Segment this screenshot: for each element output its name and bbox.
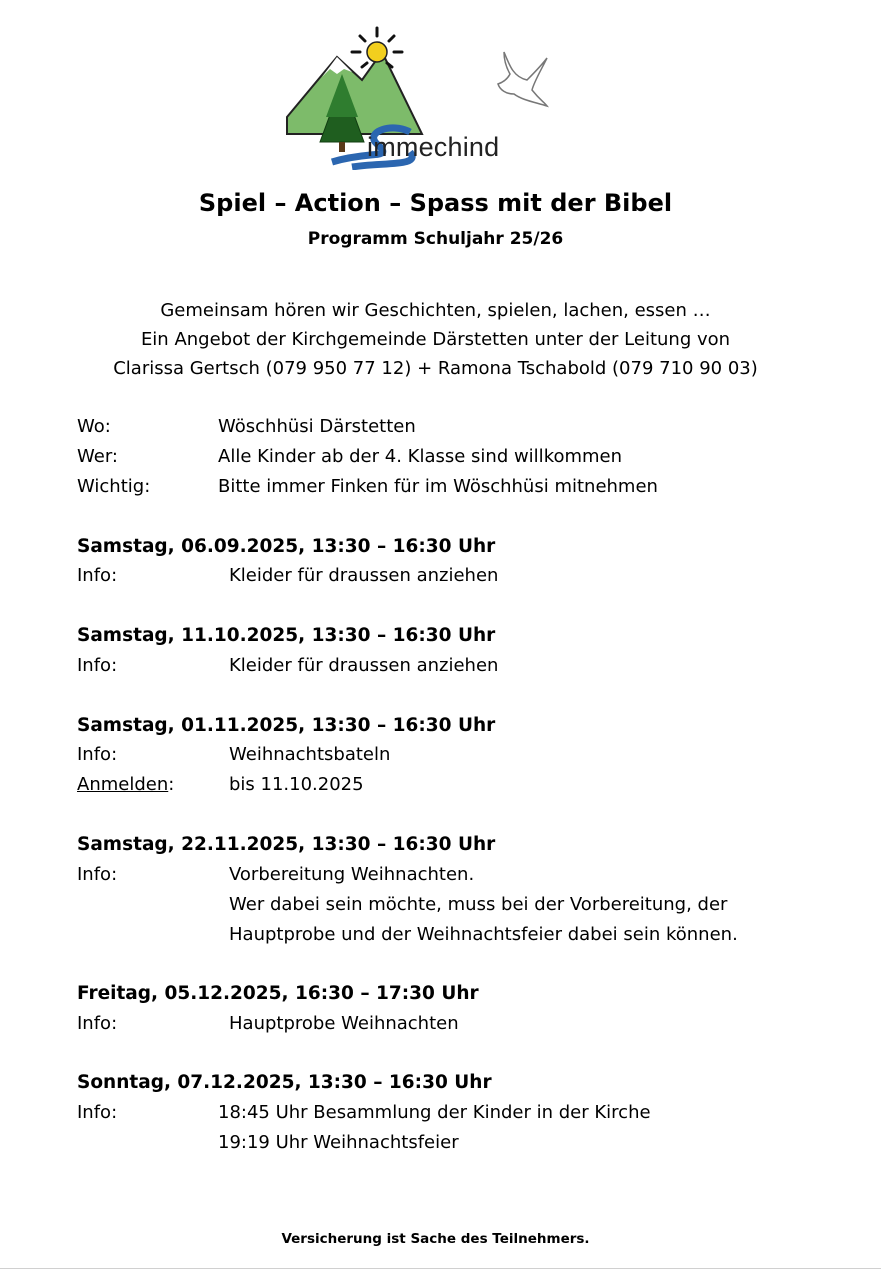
event-info-label: Info: — [77, 565, 118, 586]
event-info-text: 19:19 Uhr Weihnachtsfeier — [218, 1132, 459, 1153]
event-heading: Samstag, 22.11.2025, 13:30 – 16:30 Uhr — [77, 834, 496, 855]
event-info-text: Hauptprobe Weihnachten — [229, 1013, 459, 1034]
intro-line: Gemeinsam hören wir Geschichten, spielen, lachen, essen … — [160, 300, 711, 321]
event-info-text: Kleider für draussen anziehen — [229, 565, 499, 586]
register-label-text: Anmelden — [77, 774, 169, 795]
logo-wordmark: immechind — [367, 132, 500, 162]
event-info-text: Hauptprobe und der Weihnachtsfeier dabei sein können. — [229, 924, 738, 945]
dove-icon — [498, 52, 547, 106]
event-heading: Samstag, 01.11.2025, 13:30 – 16:30 Uhr — [77, 715, 496, 736]
intro-line: Clarissa Gertsch (079 950 77 12) + Ramona Tschabold (079 710 90 03) — [113, 358, 758, 379]
event-info-text: Weihnachtsbateln — [229, 744, 391, 765]
event-heading: Samstag, 06.09.2025, 13:30 – 16:30 Uhr — [77, 536, 496, 557]
event-heading: Samstag, 11.10.2025, 13:30 – 16:30 Uhr — [77, 625, 496, 646]
event-heading: Freitag, 05.12.2025, 16:30 – 17:30 Uhr — [77, 983, 479, 1004]
sun-icon — [367, 42, 387, 62]
event-info-text: Wer dabei sein möchte, muss bei der Vorbereitung, der — [229, 894, 728, 915]
event-info-label: Info: — [77, 864, 118, 885]
info-value-important: Bitte immer Finken für im Wöschhüsi mitnehmen — [218, 476, 658, 497]
footer-note: Versicherung ist Sache des Teilnehmers. — [281, 1231, 590, 1247]
page-subtitle: Programm Schuljahr 25/26 — [307, 229, 564, 249]
event-info-label: Info: — [77, 744, 118, 765]
info-value-who: Alle Kinder ab der 4. Klasse sind willkommen — [218, 446, 623, 467]
info-value-where: Wöschhüsi Därstetten — [218, 416, 416, 437]
info-label-who: Wer: — [77, 446, 118, 467]
event-register-value: bis 11.10.2025 — [229, 774, 364, 795]
event-info-text: Kleider für draussen anziehen — [229, 655, 499, 676]
register-label-colon: : — [168, 774, 175, 795]
tree-trunk — [339, 142, 345, 152]
intro-text — [0, 296, 871, 383]
event-info-text: Vorbereitung Weihnachten. — [229, 864, 475, 885]
page-title: Spiel – Action – Spass mit der Bibel — [198, 189, 673, 217]
event-info-label: Info: — [77, 655, 118, 676]
info-label-important: Wichtig: — [77, 476, 151, 497]
event-register-label — [77, 774, 174, 795]
event-heading: Sonntag, 07.12.2025, 13:30 – 16:30 Uhr — [77, 1072, 492, 1093]
page-bottom-divider — [0, 1268, 881, 1269]
event-info-text: 18:45 Uhr Besammlung der Kinder in der Kirche — [218, 1102, 651, 1123]
intro-line: Ein Angebot der Kirchgemeinde Därstetten unter der Leitung von — [140, 329, 731, 350]
event-info-label: Info: — [77, 1013, 118, 1034]
info-label-where: Wo: — [77, 416, 111, 437]
event-info-label: Info: — [77, 1102, 118, 1123]
